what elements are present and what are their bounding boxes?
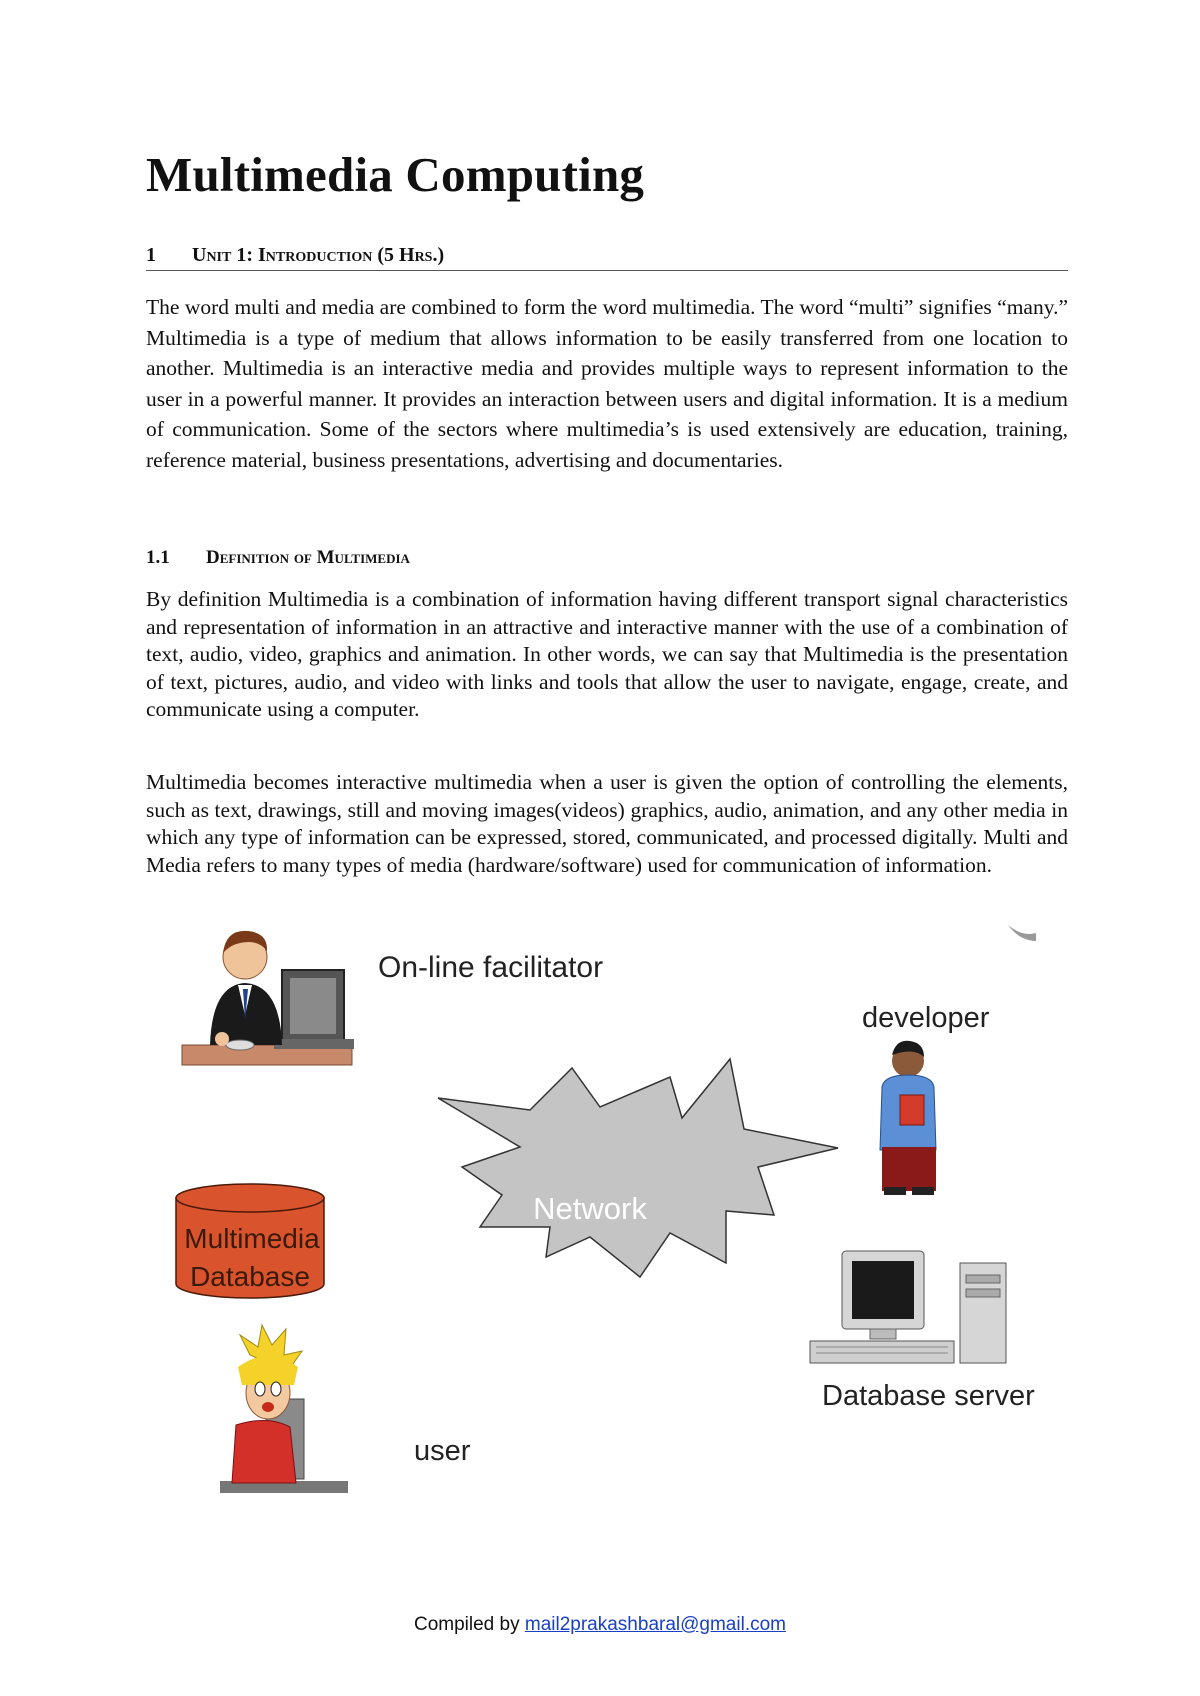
multimedia-network-diagram — [170, 915, 1050, 1525]
page-footer — [0, 1614, 1200, 1636]
database-server-illustration — [810, 1251, 1006, 1363]
multimedia-database-cylinder — [176, 1184, 324, 1298]
network-starburst — [438, 1059, 838, 1277]
document-title: Multimedia Computing — [146, 147, 645, 202]
facilitator-label: On-line facilitator — [378, 951, 604, 984]
footer-prefix: Compiled by — [413, 1614, 525, 1635]
section-number: 1 — [146, 244, 156, 266]
decorative-swoosh — [1008, 925, 1036, 941]
database-label-line2: Database — [190, 1261, 310, 1292]
database-label-line1: Multimedia — [184, 1223, 320, 1254]
subsection-number: 1.1 — [146, 547, 170, 568]
network-label: Network — [533, 1191, 647, 1226]
user-label: user — [414, 1435, 471, 1467]
subsection-heading-definition — [146, 547, 410, 569]
intro-paragraph: The word multi and media are combined to form the word multimedia. The word “multi” signifies “many.” Multimedia is a type of medium that allows information to be easily transferred from one location to another. Multimedia is an interactive media and provides multiple ways to represent information to the user in a powerful manner. It provides an interaction between users and digital information. It is a medium of communication. Some of the sectors where multimedia’s is used extensively are education, training, reference material, business presentations, advertising and documentaries. — [146, 295, 1068, 472]
developer-illustration — [880, 1041, 936, 1195]
section-title: Unit 1: Introduction (5 Hrs.) — [192, 244, 445, 266]
developer-label: developer — [862, 1002, 990, 1034]
footer-email-link[interactable]: mail2prakashbaral@gmail.com — [524, 1614, 786, 1635]
section-heading-unit-1 — [146, 244, 1068, 271]
definition-paragraph: By definition Multimedia is a combination of information having different transport signal characteristics and representation of information in an attractive and interactive manner with the use of a combination of text, audio, video, graphics and animation. In other words, we can say that Multimedia is the presentation of text, pictures, audio, and video with links and tools that allow the user to navigate, engage, create, and communicate using a computer. — [146, 587, 1068, 721]
user-illustration — [220, 1325, 348, 1493]
database-server-label: Database server — [822, 1380, 1035, 1412]
subsection-title: Definition of Multimedia — [206, 547, 410, 568]
interactive-multimedia-paragraph: Multimedia becomes interactive multimedia when a user is given the option of controlling the elements, such as text, drawings, still and moving images(videos) graphics, audio, animation, and any other media in which any type of information can be expressed, stored, communicated, and processed digitally. Multi and Media refers to many types of media (hardware/software) used for communication of information. — [146, 770, 1068, 877]
facilitator-illustration — [182, 931, 354, 1065]
